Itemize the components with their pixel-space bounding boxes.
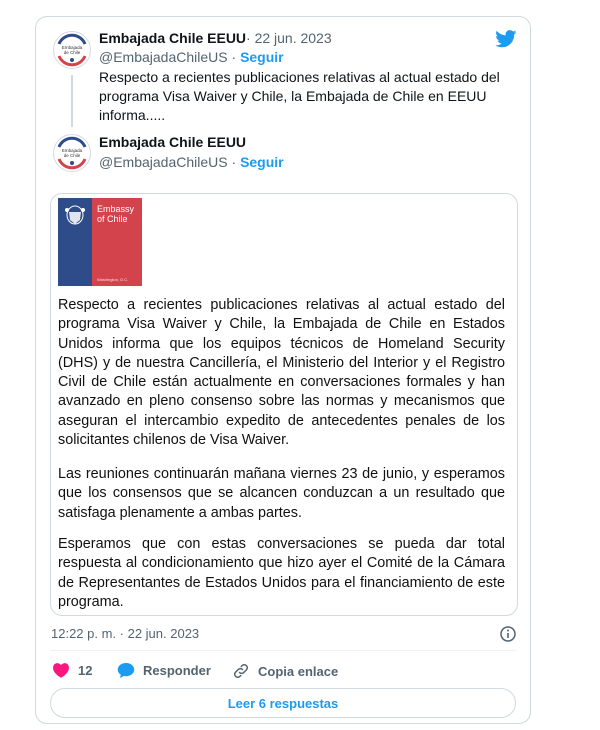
tweet-timestamp[interactable]: 12:22 p. m. · 22 jun. 2023	[51, 626, 200, 641]
read-replies-button[interactable]: Leer 6 respuestas	[50, 688, 516, 718]
dot-separator: ·	[231, 154, 241, 170]
svg-text:Embajada: Embajada	[61, 148, 83, 153]
quoted-handle-row	[99, 49, 284, 65]
twitter-bird-icon[interactable]	[495, 30, 517, 48]
logo-red-panel	[92, 198, 142, 286]
logo-subtitle: Washington, D.C.	[97, 277, 129, 282]
quoted-author-handle[interactable]: @EmbajadaChileUS	[99, 49, 228, 65]
quoted-follow-button[interactable]: Seguir	[240, 49, 284, 65]
heart-icon	[52, 662, 70, 678]
divider	[50, 650, 516, 651]
author-handle-row	[99, 154, 284, 170]
quoted-tweet-date-group	[246, 30, 332, 46]
thread-connector-line	[71, 75, 73, 127]
follow-button[interactable]: Seguir	[240, 154, 284, 170]
embassy-logo	[58, 198, 142, 286]
quoted-tweet-date[interactable]: 22 jun. 2023	[254, 30, 332, 46]
document-paragraph-3: Esperamos que con estas conversaciones se pueda dar total respuesta al condicionamiento que hizo ayer el Comité de la Cámara de Representantes de Estados Unidos para el financiamiento de este programa.	[58, 536, 505, 610]
author-handle[interactable]: @EmbajadaChileUS	[99, 154, 228, 170]
quoted-tweet-text: Respecto a recientes publicaciones relativas al actual estado del programa Visa Waiver y Chile, la Embajada de Chile en EEUU informa.....	[99, 69, 500, 123]
author-avatar[interactable]	[53, 134, 91, 172]
like-button[interactable]	[52, 662, 92, 678]
logo-title: Embassy of Chile	[97, 204, 135, 224]
quoted-author-name[interactable]: Embajada Chile EEUU	[99, 30, 247, 46]
copy-link-label: Copia enlace	[258, 663, 339, 679]
document-paragraph-2: Las reuniones continuarán mañana viernes 23 de junio, y esperamos que los consensos que se alcancen conduzcan a un resultado que satisfaga plenamente a ambas partes.	[58, 466, 505, 521]
reply-label: Responder	[143, 663, 211, 678]
copy-link-button[interactable]	[232, 662, 338, 680]
document-paragraph-1: Respecto a recientes publicaciones relativas al actual estado del programa Visa Waiver y Chile, la Embajada de Chile en Estados Unidos informa que los equipos técnicos de Homeland Security (DHS) y de nuestra Cancillería, el Ministerio del Interior y el Registro Civil de Chile están actualmente en conversaciones formales y han avanzado en pleno consenso sobre las normas y mecanismos que aseguran el intercambio expedito de antecedentes penales de los solicitantes chilenos de Visa Waiver.	[58, 297, 505, 449]
svg-text:de Chile: de Chile	[63, 50, 81, 55]
reply-bubble-icon	[117, 662, 135, 679]
quoted-author-avatar[interactable]	[53, 31, 91, 69]
svg-text:de Chile: de Chile	[63, 153, 81, 158]
coat-of-arms-icon	[58, 200, 92, 230]
info-icon[interactable]	[499, 625, 517, 643]
dot-separator: ·	[246, 30, 255, 46]
author-name[interactable]: Embajada Chile EEUU	[99, 134, 247, 150]
like-count: 12	[78, 662, 93, 678]
svg-text:Embajada: Embajada	[61, 45, 83, 50]
logo-blue-panel	[58, 198, 92, 286]
dot-separator: ·	[231, 49, 241, 65]
link-icon	[232, 662, 250, 680]
reply-button[interactable]	[117, 662, 211, 679]
